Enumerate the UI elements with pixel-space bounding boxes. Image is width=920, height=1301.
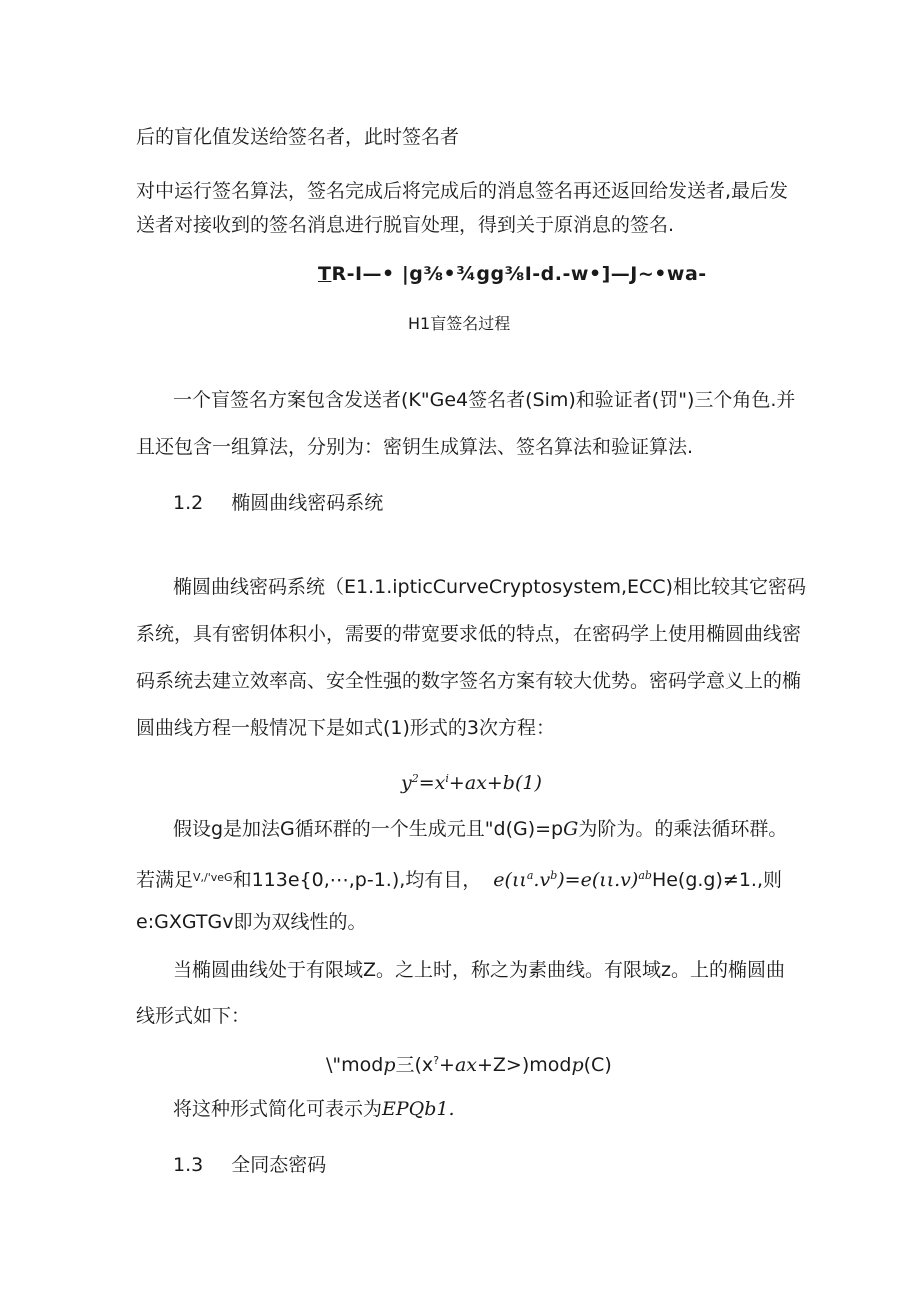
eq-part: p	[383, 1054, 396, 1076]
text-line: 码系统去建立效率高、安全性强的数字签名方案有较大优势。密码学意义上的椭	[136, 670, 802, 692]
text-part: G	[563, 818, 579, 840]
eq-part: \"mod	[326, 1054, 384, 1076]
text-part: ab	[638, 869, 652, 882]
equation-1	[401, 767, 542, 795]
text-part: 假设g是加法G循环群的一个生成元且"d(G)=p	[173, 818, 564, 840]
text-line: 一个盲签名方案包含发送者(K"Ge4签名者(Sim)和验证者(罚")三个角色.并	[173, 389, 796, 411]
equation-2	[326, 1049, 612, 1077]
section-heading	[173, 491, 383, 515]
figure-fragment: T	[318, 263, 332, 285]
text-line	[136, 864, 782, 892]
text-line: 送者对接收到的签名消息进行脱盲处理，得到关于原消息的签名.	[136, 214, 675, 236]
section-title: 椭圆曲线密码系统	[231, 492, 384, 514]
text-part: )=e(ιι.v)	[557, 869, 639, 891]
text-part: 将这种形式简化可表示为	[173, 1098, 383, 1120]
text-part: b	[550, 869, 558, 882]
text-line: 线形式如下：	[136, 1005, 251, 1027]
text-part: EPQb1.	[382, 1098, 455, 1120]
text-part: 若满足	[136, 869, 194, 891]
eq-part: y	[401, 772, 412, 794]
text-part: a	[526, 869, 534, 882]
section-number: 1.3	[173, 1154, 204, 1176]
text-line: 对中运行签名算法，签名完成后将完成后的消息签名再还返回给发送者,最后发	[136, 180, 789, 202]
eq-part: +ax+b(1)	[448, 772, 542, 794]
eq-part: i	[445, 772, 449, 785]
text-part: e(ιι	[493, 869, 527, 891]
text-part: He(g.g)≠1.,则	[651, 869, 782, 891]
text-line: 系统，具有密钥体积小，需要的带宽要求低的特点，在密码学上使用椭圆曲线密	[136, 623, 802, 645]
figure-fragment: R-I—•	[331, 263, 402, 285]
text-line: 当椭圆曲线处于有限域Z。之上时，称之为素曲线。有限域z。上的椭圆曲	[173, 959, 785, 981]
figure-fragment: g⅜•¾gg⅜I-d.-w•]	[409, 263, 611, 285]
section-heading	[173, 1153, 326, 1177]
text-part: V,/'veG	[193, 871, 233, 884]
section-title: 全同态密码	[231, 1154, 327, 1176]
figure-fragment: —J~•wa-	[610, 263, 707, 285]
eq-part: p	[571, 1054, 584, 1076]
figure-fragment: |	[401, 263, 410, 285]
eq-part: +Z>)mod	[477, 1054, 572, 1076]
text-line: 椭圆曲线密码系统（E1.1.ipticCurveCryptosystem,ECC)相比较其它密码	[173, 576, 806, 598]
text-line	[173, 817, 787, 841]
eq-part: 三(x	[395, 1054, 434, 1076]
figure-caption: H1盲签名过程	[408, 314, 511, 333]
eq-part: 2	[411, 772, 419, 785]
section-number: 1.2	[173, 492, 204, 514]
text-line: e:GXGTGv即为双线性的。	[136, 911, 367, 933]
text-line: 且还包含一组算法，分别为：密钥生成算法、签名算法和验证算法.	[136, 436, 694, 458]
text-line: 圆曲线方程一般情况下是如式(1)形式的3次方程：	[136, 717, 556, 739]
eq-part: (C)	[583, 1054, 612, 1076]
eq-part: =x	[418, 772, 446, 794]
text-line: 后的盲化值发送给签名者，此时签名者	[136, 126, 460, 148]
text-line	[173, 1097, 455, 1121]
eq-part: ?	[433, 1054, 440, 1067]
figure-garbled-text	[318, 262, 707, 286]
text-part: 和113e{0,⋯,p-1.),均有目，	[232, 869, 482, 891]
text-part: .v	[533, 869, 551, 891]
eq-part: +	[439, 1054, 455, 1076]
text-part: 为阶为。的乘法循环群。	[578, 818, 788, 840]
eq-part: ax	[454, 1054, 477, 1076]
